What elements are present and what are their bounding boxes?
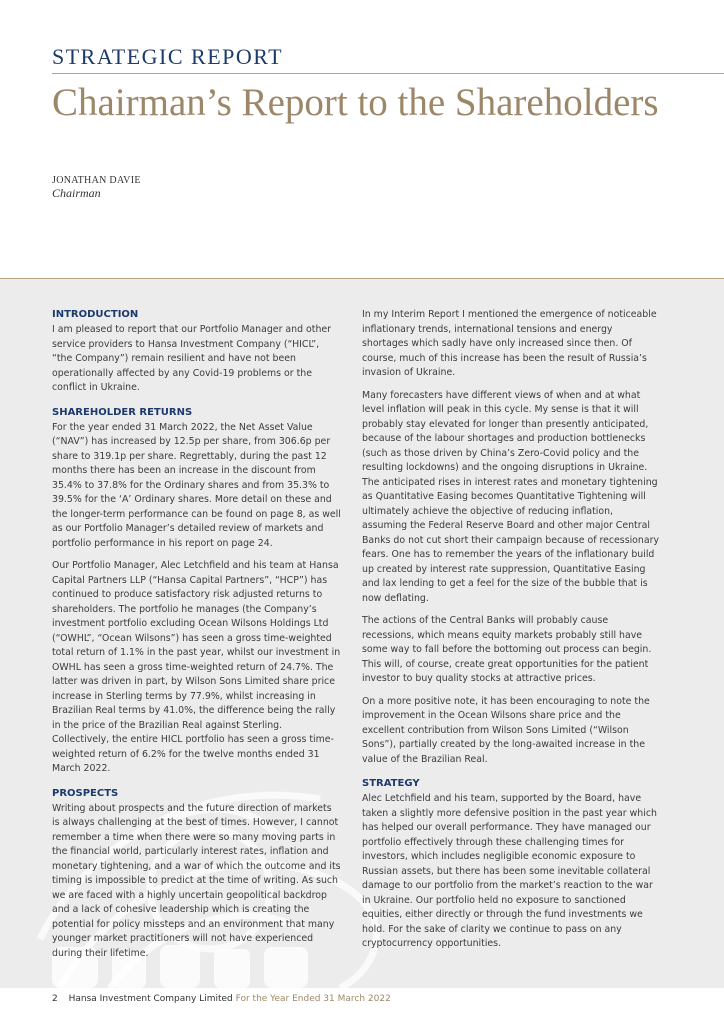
prospects-paragraph: Writing about prospects and the future direction of markets is always challenging at the best of times. However, I cannot remember a time when there were so many moving parts in the financial world, particularly interest rates, inflation and monetary tightening, and a war of which the outcome and its timing is impossible to predict at the time of writing. As such we are faced with a highly uncertain geopolitical backdrop and a lack of cohesive leadership which is creating the potential for policy missteps and an environment that many younger market practitioners will not have experienced during their lifetime.	[52, 802, 341, 959]
page-header	[0, 0, 724, 278]
footer-period: For the Year Ended 31 March 2022	[235, 994, 391, 1004]
shareholder-returns-paragraph-1: For the year ended 31 March 2022, the Net Asset Value (“NAV”) has increased by 12.5p per share, from 306.6p per share to 319.1p per share. Regrettably, during the past 12 months there has been an increase in the discount from 35.4% to 37.8% for the Ordinary shares and from 35.3% to 39.5% for the ‘A’ Ordinary shares. More detail on these and the longer-term performance can be found on page 8, as well as our Portfolio Manager’s detailed review of markets and portfolio performance in his report on page 24.	[52, 421, 341, 549]
author-role: Chairman	[52, 186, 101, 200]
right-column	[362, 308, 660, 960]
prospects-heading: PROSPECTS	[52, 787, 119, 799]
header-rule	[52, 73, 724, 74]
shareholder-returns-heading: SHAREHOLDER RETURNS	[52, 406, 193, 418]
central-banks-paragraph: The actions of the Central Banks will probably cause recessions, which means equity markets probably still have some way to fall before the bottoming out process can begin. This will, of course, create great opportunities for the patient investor to buy quality stocks at attractive prices.	[362, 615, 652, 684]
left-column	[52, 308, 342, 969]
inflation-paragraph-1: In my Interim Report I mentioned the emergence of noticeable inflationary trends, international tensions and energy shortages which sadly have only increased since then. Of course, much of this increase has been the result of Russia’s invasion of Ukraine.	[362, 309, 657, 378]
page-number: 2	[52, 994, 58, 1004]
report-body	[0, 279, 724, 988]
introduction-heading: INTRODUCTION	[52, 309, 139, 320]
shareholder-returns-paragraph-2: Our Portfolio Manager, Alec Letchfield and his team at Hansa Capital Partners LLP (“Hansa Capital Partners”, “HCP”) has continued to produce satisfactory risk adjusted returns to shareholders. The portfolio he manages (the Company’s investment portfolio excluding Ocean Wilsons Holdings Ltd (“OWHL”, “Ocean Wilsons”) has seen a gross time-weighted total return of 1.1% in the past year, whilst our investment in OWHL has seen a gross time-weighted return of 24.7%. The latter was driven in part, by Wilson Sons Limited share price increase in Sterling terms by 77.9%, whilst increasing in Brazilian Real terms by 41.0%, the difference being the rally in the price of the Brazilian Real against Sterling. Collectively, the entire HICL portfolio has seen a gross time-weighted return of 6.2% for the twelve months ended 31 March 2022.	[52, 560, 341, 774]
page-footer	[52, 994, 391, 1004]
strategy-heading: STRATEGY	[362, 778, 420, 789]
section-label: STRATEGIC REPORT	[52, 44, 284, 69]
author-name: JONATHAN DAVIE	[52, 175, 141, 186]
footer-company: Hansa Investment Company Limited	[68, 994, 233, 1004]
ocean-wilsons-paragraph: On a more positive note, it has been encouraging to note the improvement in the Ocean Wilsons share price and the excellent contribution from Wilson Sons Limited (“Wilson Sons”), partially created by the long-awaited increase in the value of the Brazilian Real.	[362, 695, 650, 765]
page-title: Chairman’s Report to the Shareholders	[52, 81, 659, 124]
inflation-paragraph-2: Many forecasters have different views of when and at what level inflation will peak in this cycle. My sense is that it will probably stay elevated for longer than presently anticipated, because of the labour shortages and production bottlenecks (such as those driven by China’s Zero-Covid policy and the resulting lockdowns) and the ongoing disruptions in Ukraine. The anticipated rises in interest rates and monetary tightening as Quantitative Easing becomes Quantitative Tightening will ultimately achieve the objective of reducing inflation, assuming the Federal Reserve Board and other major Central Banks do not cut short their campaign because of recessionary fears. One has to remember the years of the inflationary build up created by interest rate suppression, Quantitative Easing and lax lending to get a feel for the size of the bubble that is now deflating.	[362, 389, 660, 604]
strategy-paragraph: Alec Letchfield and his team, supported by the Board, have taken a slightly more defensive position in the past year which has helped our overall performance. They have managed our portfolio effectively through these challenging times for investors, which includes negligible economic exposure to Russian assets, but there has been some inevitable collateral damage to our portfolio from the market’s reaction to the war in Ukraine. Our portfolio held no exposure to sanctioned equities, either directly or through the fund investments we hold. For the sake of clarity we continue to pass on any cryptocurrency opportunities.	[362, 793, 657, 949]
introduction-paragraph: I am pleased to report that our Portfolio Manager and other service providers to Hansa Investment Company (“HICL”, “the Company”) remain resilient and have not been operationally affected by any Covid-19 problems or the conflict in Ukraine.	[52, 324, 332, 393]
